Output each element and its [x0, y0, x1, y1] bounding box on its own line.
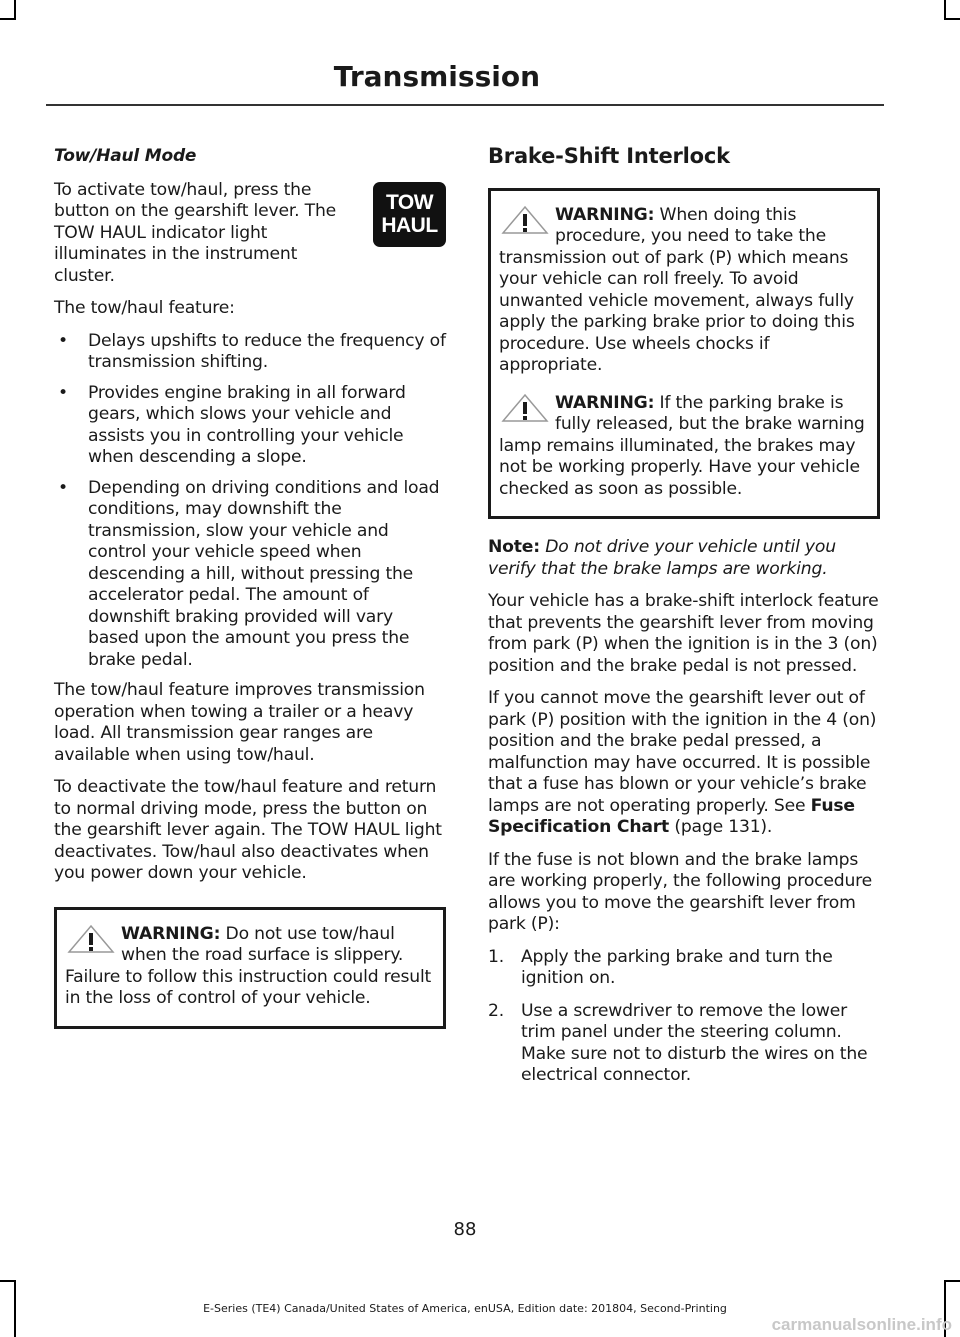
- paragraph-text: (page 131).: [669, 817, 773, 837]
- list-item: [54, 478, 446, 672]
- left-column: [54, 140, 446, 1029]
- warning-label: WARNING:: [555, 204, 655, 225]
- note-label: Note:: [488, 537, 540, 557]
- paragraph: Your vehicle has a brake-shift interlock feature that prevents the gearshift lever from moving from park (P) when the ignition is in the 3 (on) position and the brake pedal is not pressed.: [488, 591, 879, 676]
- warning-label: WARNING:: [121, 923, 221, 944]
- bullet-mark: •: [58, 330, 68, 351]
- paragraph-text: If you cannot move the gearshift lever out of park (P) position with the ignition in the 4 (on) position and the brake pedal pressed, a malfunction may have occurred. It is possible that a fuse has blown or your vehicle’s brake lamps are not operating properly. See: [488, 688, 877, 816]
- list-item: [54, 383, 446, 469]
- feature-lead: The tow/haul feature:: [54, 298, 235, 318]
- crop-mark: [944, 0, 946, 20]
- step-text: Apply the parking brake and turn the ignition on.: [521, 946, 833, 988]
- bullet-mark: •: [58, 477, 68, 498]
- paragraph: [488, 688, 880, 839]
- step-text: Use a screwdriver to remove the lower trim panel under the steering column. Make sure not to disturb the wires on the electrical connector.: [521, 1000, 868, 1085]
- list-item-text: Delays upshifts to reduce the frequency of transmission shifting.: [88, 330, 446, 372]
- list-item: [488, 947, 880, 990]
- warning-text: Do not use tow/haul when the road surface is slippery. Failure to follow this instruction could result in the loss of control of your vehicle.: [65, 923, 432, 1008]
- note: [488, 537, 880, 580]
- page-title-text: Transmission: [333, 60, 540, 93]
- bullet-mark: •: [58, 382, 68, 403]
- warning-triangle-icon: [499, 393, 551, 423]
- warning-text: If the parking brake is fully released, but the brake warning lamp remains illuminated, the brakes may not be working properly. Have your vehicle checked as soon as possible.: [499, 392, 865, 499]
- tow-haul-intro: [54, 180, 446, 288]
- warning-item: [65, 924, 435, 1010]
- tow-haul-icon: [373, 182, 446, 247]
- warning-triangle-icon: [65, 924, 117, 954]
- tow-haul-subheading: Tow/Haul Mode: [54, 146, 197, 166]
- tow-icon-line1: TOW: [385, 191, 434, 214]
- page-title: [0, 60, 930, 93]
- warning-box: [54, 907, 446, 1029]
- list-item-text: Provides engine braking in all forward gears, which slows your vehicle and assists you in controlling your vehicle when descending a slope.: [88, 382, 406, 467]
- paragraph: To deactivate the tow/haul feature and return to normal driving mode, press the button on the gearshift lever again. The TOW HAUL light deactivates. Tow/haul also deactivates when you power down your vehicle.: [54, 777, 442, 883]
- warning-box: [488, 188, 880, 520]
- list-item: [488, 1001, 880, 1087]
- crop-mark: [944, 1280, 960, 1282]
- paragraph: The tow/haul feature improves transmission operation when towing a trailer or a heavy load. All transmission gear ranges are available when using tow/haul.: [54, 680, 425, 765]
- crop-mark: [0, 1280, 16, 1282]
- crop-mark: [0, 18, 16, 20]
- step-number: 1.: [488, 946, 504, 967]
- feature-list: [54, 331, 446, 672]
- list-item: [54, 331, 446, 374]
- crop-mark: [14, 0, 16, 20]
- right-column: [488, 140, 880, 1098]
- intro-paragraph: To activate tow/haul, press the button on the gearshift lever. The TOW HAUL indicator light illuminates in the instrument cluster.: [54, 179, 337, 286]
- warning-item: [499, 205, 869, 377]
- warning-triangle-icon: [499, 205, 551, 235]
- note-text: Do not drive your vehicle until you verify that the brake lamps are working.: [488, 537, 836, 579]
- fuse-chart-link[interactable]: Fuse Specification Chart: [488, 795, 855, 837]
- procedure-steps: [488, 947, 880, 1087]
- tow-icon-line2: HAUL: [381, 214, 438, 237]
- page-number: 88: [453, 1219, 477, 1240]
- footer-text: E-Series (TE4) Canada/United States of America, enUSA, Edition date: 201804, Second-Printing: [203, 1302, 727, 1315]
- section-heading: Brake-Shift Interlock: [488, 144, 730, 168]
- step-number: 2.: [488, 1000, 504, 1021]
- warning-text: When doing this procedure, you need to take the transmission out of park (P) which means your vehicle can roll freely. To avoid unwanted vehicle movement, always fully apply the parking brake prior to doing this procedure. Use wheels chocks if appropriate.: [499, 204, 855, 375]
- header-rule: [46, 104, 884, 106]
- warning-label: WARNING:: [555, 392, 655, 413]
- warning-item: [499, 393, 869, 501]
- crop-mark: [944, 18, 960, 20]
- watermark: carmanualsonline.info: [771, 1315, 952, 1334]
- paragraph: If the fuse is not blown and the brake lamps are working properly, the following procedure allows you to move the gearshift lever from park (P):: [488, 849, 873, 934]
- list-item-text: Depending on driving conditions and load conditions, may downshift the transmission, slow your vehicle and control your vehicle speed when descending a hill, without pressing the accelerator pedal. The amount of downshift braking provided will vary based upon the amount you press the brake pedal.: [88, 477, 440, 670]
